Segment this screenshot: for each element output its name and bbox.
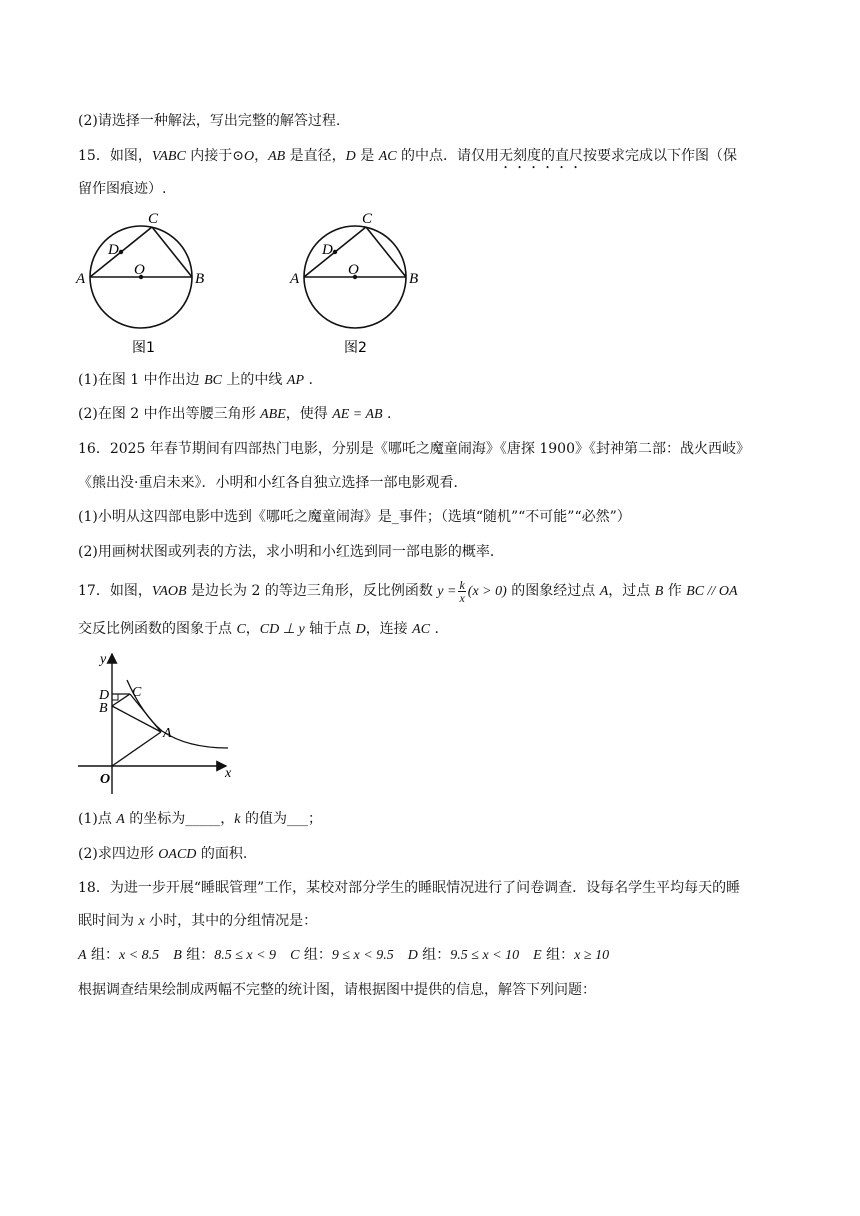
q17-part2: (2)求四边形 OACD 的面积. (78, 846, 248, 862)
q15-part2: (2)在图 2 中作出等腰三角形 ABE，使得 AE = AB . (78, 406, 392, 422)
q18-stem-line1: 18．为进一步开展“睡眠管理”工作，某校对部分学生的睡眠情况进行了问卷调查．设每名学生平均每天的睡 (78, 880, 741, 896)
label-A: A (290, 271, 300, 287)
q15-figure-2 (284, 206, 434, 356)
q16-part1: (1)小明从这四部电影中选到《哪吒之魔童闹海》是_事件；（选填“随机”“不可能”“必然”） (78, 509, 631, 525)
q15-stem-line1: 15．如图，VABC 内接于⊙O，AB 是直径，D 是 AC 的中点．请仅用无刻度的直尺按要求完成以下作图（保 (78, 148, 738, 164)
group-item: B 组：8.5 ≤ x < 9 (173, 947, 277, 963)
q17-stem-line2: 交反比例函数的图象于点 C，CD ⊥ y 轴于点 D，连接 AC . (78, 621, 439, 637)
q14-part2: (2)请选择一种解法，写出完整的解答过程. (78, 113, 341, 129)
emphasis-text: 无刻度的直尺 (499, 148, 584, 164)
q18-groups (78, 946, 609, 965)
q16-part2: (2)用画树状图或列表的方法，求小明和小红选到同一部电影的概率． (78, 544, 504, 560)
q17-graph (72, 646, 242, 796)
axis-y-label: y (100, 652, 107, 667)
q15-part1: (1)在图 1 中作出边 BC 上的中线 AP . (78, 372, 313, 388)
label-D: D (99, 688, 110, 703)
group-item: C 组：9 ≤ x < 9.5 (290, 947, 394, 963)
q18-stem-line2: 眠时间为 x 小时，其中的分组情况是： (78, 913, 318, 929)
label-C: C (362, 211, 373, 227)
label-O: O (348, 262, 359, 278)
figure-caption: 图2 (344, 340, 367, 356)
label-D: D (108, 242, 119, 258)
fraction-k-over-x: $\frac{k}{x}$ (459, 577, 465, 605)
label-D: D (322, 242, 333, 258)
label-C: C (148, 211, 159, 227)
group-item: E 组：x ≥ 10 (533, 947, 610, 963)
q18-instruction: 根据调查结果绘制成两幅不完整的统计图，请根据图中提供的信息，解答下列问题： (78, 982, 596, 998)
q15-figure-1 (70, 206, 220, 356)
q16-stem-line2: 《熊出没·重启未来》．小明和小红各自独立选择一部电影观看． (78, 475, 468, 491)
label-B: B (195, 271, 205, 287)
axis-x-label: x (225, 766, 232, 781)
label-O: O (134, 262, 145, 278)
q17-part1: (1)点 A 的坐标为_____，k 的值为___； (78, 811, 322, 827)
q16-stem-line1: 16．2025 年春节期间有四部热门电影，分别是《哪吒之魔童闹海》《唐探 1900》《封神第二部：战火西岐》 (78, 441, 750, 457)
q15-stem-line2: 留作图痕迹）. (78, 181, 167, 197)
label-B: B (409, 271, 419, 287)
label-O: O (100, 772, 111, 787)
q17-stem-line1: 17．如图，VAOB 是边长为 2 的等边三角形，反比例函数 y = $\frac{k}{x}$ (x > 0) 的图象经过点 A，过点 B 作 BC // OA (78, 577, 738, 605)
figure-caption: 图1 (132, 340, 155, 356)
label-A: A (76, 271, 86, 287)
group-item: D 组：9.5 ≤ x < 10 (407, 947, 520, 963)
label-B: B (99, 701, 108, 716)
label-A: A (163, 726, 172, 741)
label-C: C (132, 685, 142, 700)
group-item: A 组：x < 8.5 (78, 947, 160, 963)
